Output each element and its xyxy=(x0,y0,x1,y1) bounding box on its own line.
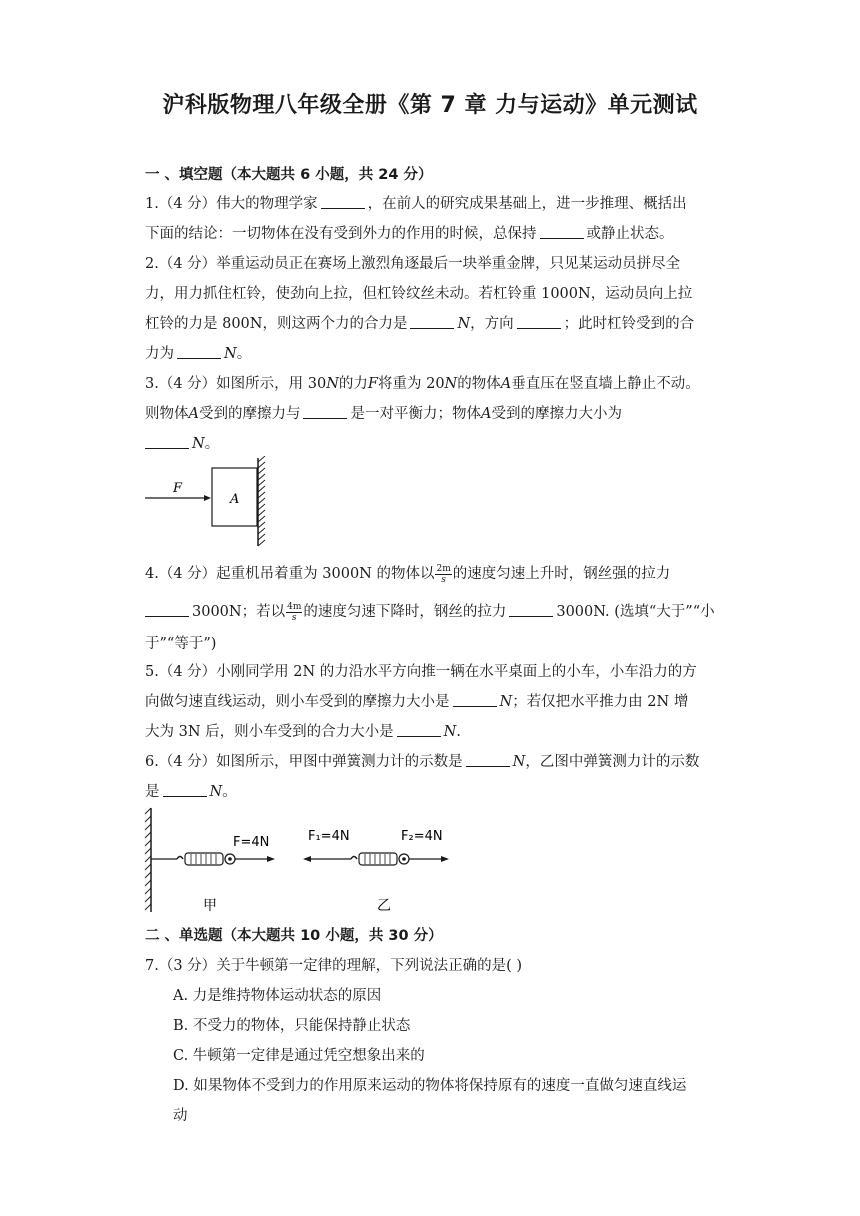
q4-line3: 于”“等于”) xyxy=(145,636,217,652)
q6-line2: 是 N。 xyxy=(145,784,237,800)
q7-stem: 7.（3 分）关于牛顿第一定律的理解，下列说法正确的是( ) xyxy=(145,958,523,974)
wall-hatch xyxy=(258,456,265,546)
q3-line2: 则物体A受到的摩擦力与 是一对平衡力；物体A受到的摩擦力大小为 xyxy=(145,406,622,422)
q7-option-a[interactable]: A. 力是维持物体运动状态的原因 xyxy=(173,988,382,1004)
q3-blank1[interactable] xyxy=(303,406,347,419)
q3-line3: N。 xyxy=(145,432,219,453)
force-arrowhead xyxy=(204,495,211,501)
q4-blank2[interactable] xyxy=(509,604,553,617)
q4-line2: 3000N；若以 $\frac{4m}{s}$ 的速度匀速下降时，钢丝的拉力 3000N. (选填“大于”“小 xyxy=(145,600,715,623)
force-label-F: F xyxy=(173,481,183,496)
jia-arrowhead xyxy=(267,856,275,862)
q2-blank1[interactable] xyxy=(410,316,454,329)
q5-line3: 大为 3N 后，则小车受到的合力大小是 N. xyxy=(145,724,461,740)
jia-label: 甲 xyxy=(203,898,217,914)
q5-blank2[interactable] xyxy=(397,724,441,737)
q2-blank3[interactable] xyxy=(177,346,221,359)
yi-force-label-1: F₁=4N xyxy=(308,829,350,844)
q7-option-d-cont: 动 xyxy=(173,1108,188,1124)
q3-figure xyxy=(145,456,275,548)
q4-fraction-2: $\frac{4m}{s}$ xyxy=(287,601,302,623)
q6-line1: 6.（4 分）如图所示，甲图中弹簧测力计的示数是 N，乙图中弹簧测力计的示数 xyxy=(145,754,700,770)
q7-option-d[interactable]: D. 如果物体不受到力的作用原来运动的物体将保持原有的速度一直做匀速直线运 xyxy=(173,1078,687,1094)
yi-right-arrowhead xyxy=(441,856,449,862)
q1-line2: 下面的结论：一切物体在没有受到外力的作用的时候，总保持 或静止状态。 xyxy=(145,226,674,242)
q7-option-b[interactable]: B. 不受力的物体，只能保持静止状态 xyxy=(173,1018,411,1034)
q2-line3: 杠铃的力是 800N，则这两个力的合力是 N，方向 ；此时杠铃受到的合 xyxy=(145,316,695,332)
q6-blank2[interactable] xyxy=(163,784,207,797)
q5-line2: 向做匀速直线运动，则小车受到的摩擦力大小是 N；若仅把水平推力由 2N 增 xyxy=(145,694,689,710)
q2-line4: 力为 N。 xyxy=(145,346,252,362)
section-single-choice: 二 、单选题（本大题共 10 小题，共 30 分） xyxy=(145,928,443,944)
q6-figure xyxy=(143,806,463,916)
jia-wall-hatch xyxy=(145,808,151,910)
q3-blank2[interactable] xyxy=(145,436,189,449)
jia-force-label: F=4N xyxy=(233,835,270,850)
q6-blank1[interactable] xyxy=(466,754,510,767)
q2-line2: 力，用力抓住杠铃，使劲向上拉，但杠铃纹丝未动。若杠铃重 1000N，运动员向上拉 xyxy=(145,286,693,302)
yi-force-label-2: F₂=4N xyxy=(401,829,443,844)
page-title: 沪科版物理八年级全册《第 7 章 力与运动》单元测试 xyxy=(162,93,698,118)
q5-blank1[interactable] xyxy=(453,694,497,707)
q7-option-c[interactable]: C. 牛顿第一定律是通过凭空想象出来的 xyxy=(173,1048,425,1064)
yi-hook xyxy=(351,857,357,860)
yi-label: 乙 xyxy=(377,898,391,914)
q3-line1: 3.（4 分）如图所示，用 30N的力F将重为 20N的物体A垂直压在竖直墙上静止不动。 xyxy=(145,376,700,392)
q2-blank2[interactable] xyxy=(517,316,561,329)
q4-blank1[interactable] xyxy=(145,604,189,617)
q1-blank1[interactable] xyxy=(321,196,365,209)
q5-line1: 5.（4 分）小刚同学用 2N 的力沿水平方向推一辆在水平桌面上的小车，小车沿力的方 xyxy=(145,664,697,680)
q1-line1: 1.（4 分）伟大的物理学家 ，在前人的研究成果基础上，进一步推理、概括出 xyxy=(145,196,687,212)
q4-line1: 4.（4 分）起重机吊着重为 3000N 的物体以 $\frac{2m}{s}$ 的速度匀速上升时，钢丝强的拉力 xyxy=(145,563,671,585)
jia-hook xyxy=(177,857,183,860)
q1-blank2[interactable] xyxy=(540,226,584,239)
section-fill-in: 一 、填空题（本大题共 6 小题，共 24 分） xyxy=(145,167,433,183)
block-label-A: A xyxy=(230,492,240,507)
q2-line1: 2.（4 分）举重运动员正在赛场上激烈角逐最后一块举重金牌，只见某运动员拼尽全 xyxy=(145,256,681,272)
q4-fraction-1: $\frac{2m}{s}$ xyxy=(436,563,451,585)
